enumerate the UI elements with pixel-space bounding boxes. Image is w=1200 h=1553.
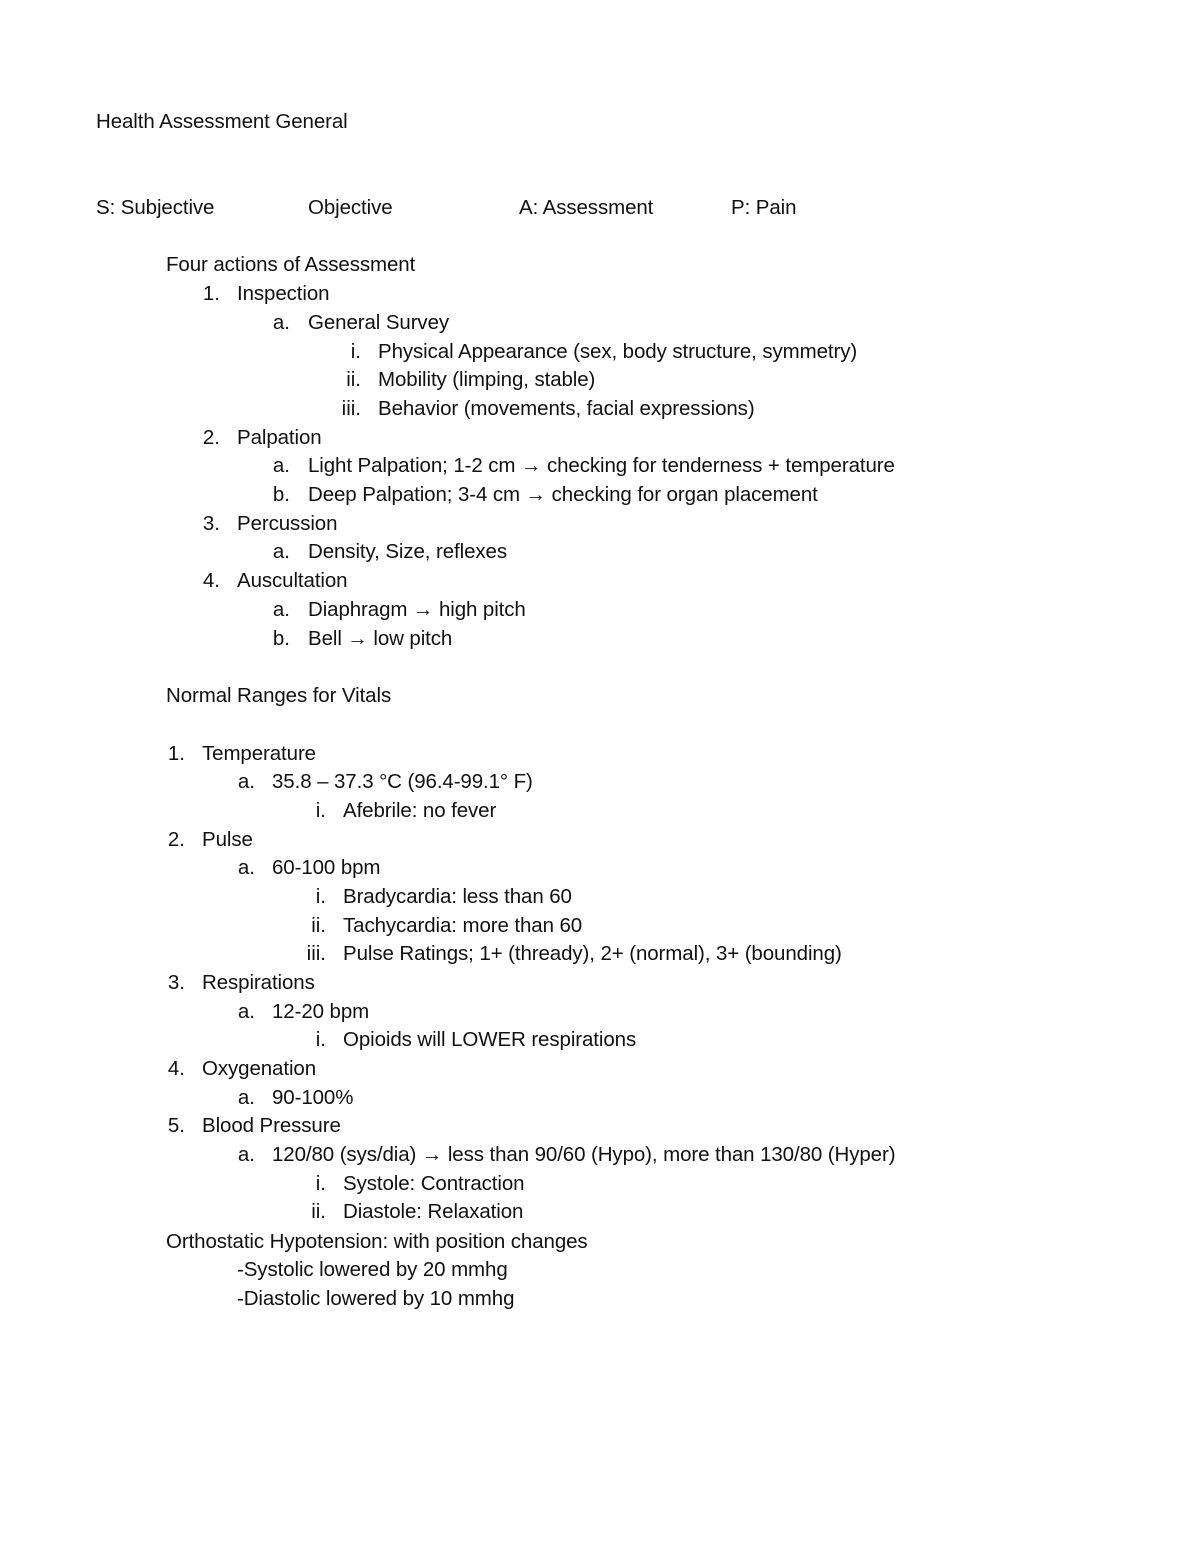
list-item: Bell → low pitch xyxy=(308,627,453,650)
list-marker: ii. xyxy=(346,368,361,391)
soap-subjective: S: Subjective xyxy=(96,196,215,219)
list-marker: 5. xyxy=(167,1114,185,1137)
list-marker: i. xyxy=(350,340,361,363)
list-item: Percussion xyxy=(237,512,338,535)
list-marker: 4. xyxy=(202,569,220,592)
list-marker: i. xyxy=(315,1028,326,1051)
list-marker: a. xyxy=(237,856,255,879)
list-marker: 2. xyxy=(202,426,220,449)
list-item: Diaphragm → high pitch xyxy=(308,598,526,621)
list-item: Mobility (limping, stable) xyxy=(378,368,596,391)
list-marker: 3. xyxy=(202,512,220,535)
soap-pain: P: Pain xyxy=(731,196,797,219)
list-item: Inspection xyxy=(237,282,330,305)
list-item: 60-100 bpm xyxy=(272,856,381,879)
list-marker: ii. xyxy=(311,914,326,937)
list-marker: iii. xyxy=(341,397,361,420)
list-item: 35.8 – 37.3 °C (96.4-99.1° F) xyxy=(272,770,533,793)
list-item: 90-100% xyxy=(272,1086,354,1109)
list-item: Behavior (movements, facial expressions) xyxy=(378,397,755,420)
assessment-heading: Four actions of Assessment xyxy=(166,253,416,276)
list-item: Deep Palpation; 3-4 cm → checking for organ placement xyxy=(308,483,818,506)
list-marker: a. xyxy=(272,311,290,334)
list-marker: i. xyxy=(315,1172,326,1195)
list-marker: i. xyxy=(315,799,326,822)
list-item: Palpation xyxy=(237,426,322,449)
list-item: Auscultation xyxy=(237,569,348,592)
list-marker: a. xyxy=(272,454,290,477)
list-item: Respirations xyxy=(202,971,315,994)
list-item: Temperature xyxy=(202,742,316,765)
list-marker: 1. xyxy=(202,282,220,305)
list-item: Bradycardia: less than 60 xyxy=(343,885,572,908)
list-item: Tachycardia: more than 60 xyxy=(343,914,583,937)
orthostatic-line: -Systolic lowered by 20 mmhg xyxy=(237,1258,508,1281)
list-item: Density, Size, reflexes xyxy=(308,540,507,563)
page-title: Health Assessment General xyxy=(96,110,348,133)
list-marker: 3. xyxy=(167,971,185,994)
orthostatic-line: -Diastolic lowered by 10 mmhg xyxy=(237,1287,515,1310)
list-marker: 2. xyxy=(167,828,185,851)
list-marker: a. xyxy=(237,1086,255,1109)
list-marker: a. xyxy=(237,1000,255,1023)
list-item: Pulse Ratings; 1+ (thready), 2+ (normal), 3+ (bounding) xyxy=(343,942,842,965)
list-marker: a. xyxy=(237,770,255,793)
orthostatic-heading: Orthostatic Hypotension: with position changes xyxy=(166,1230,588,1253)
vitals-heading: Normal Ranges for Vitals xyxy=(166,684,392,707)
list-marker: 4. xyxy=(167,1057,185,1080)
list-marker: i. xyxy=(315,885,326,908)
list-item: Light Palpation; 1-2 cm → checking for tenderness + temperature xyxy=(308,454,895,477)
list-item: Blood Pressure xyxy=(202,1114,341,1137)
list-marker: a. xyxy=(272,598,290,621)
list-item: Pulse xyxy=(202,828,253,851)
list-item: 12-20 bpm xyxy=(272,1000,370,1023)
list-item: Systole: Contraction xyxy=(343,1172,525,1195)
list-marker: iii. xyxy=(306,942,326,965)
list-item: Physical Appearance (sex, body structure, symmetry) xyxy=(378,340,858,363)
list-item: 120/80 (sys/dia) → less than 90/60 (Hypo), more than 130/80 (Hyper) xyxy=(272,1143,896,1166)
list-item: Opioids will LOWER respirations xyxy=(343,1028,637,1051)
list-item: Afebrile: no fever xyxy=(343,799,497,822)
list-item: General Survey xyxy=(308,311,450,334)
list-marker: 1. xyxy=(167,742,185,765)
list-marker: ii. xyxy=(311,1200,326,1223)
list-marker: b. xyxy=(272,627,290,650)
list-marker: a. xyxy=(237,1143,255,1166)
list-marker: b. xyxy=(272,483,290,506)
soap-objective: Objective xyxy=(308,196,393,219)
list-marker: a. xyxy=(272,540,290,563)
list-item: Diastole: Relaxation xyxy=(343,1200,524,1223)
soap-assessment: A: Assessment xyxy=(519,196,654,219)
list-item: Oxygenation xyxy=(202,1057,317,1080)
